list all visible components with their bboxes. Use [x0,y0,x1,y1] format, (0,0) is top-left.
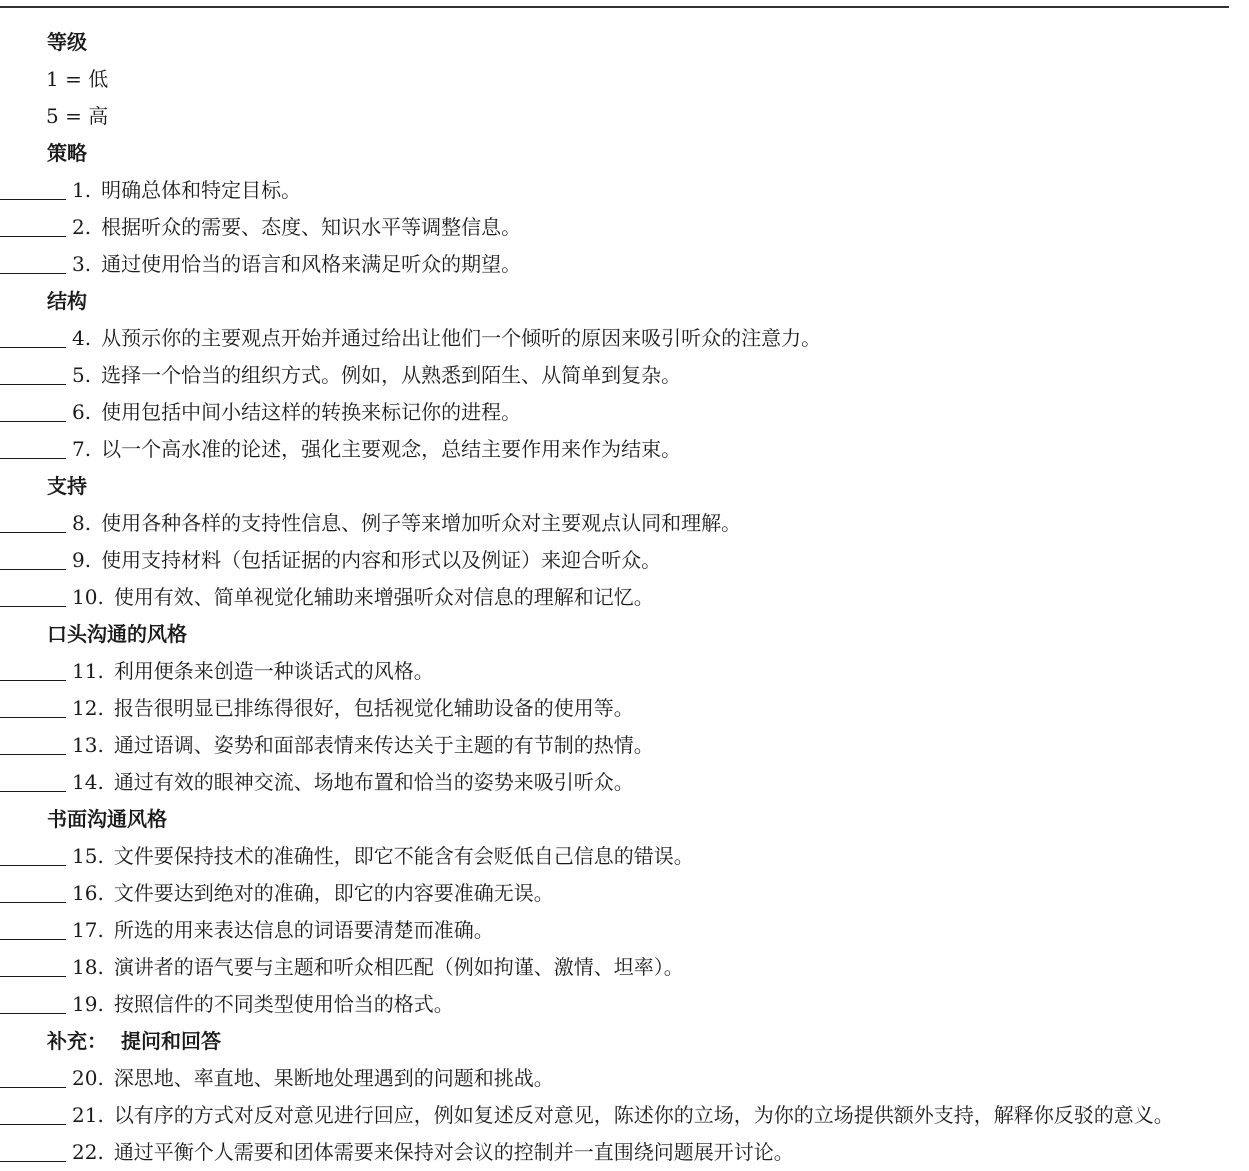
criterion-row [0,1060,1249,1097]
score-blank[interactable] [0,606,66,607]
criterion-text: 按照信件的不同类型使用恰当的格式。 [113,992,454,1016]
score-blank[interactable] [0,976,66,977]
section-heading-title: 提问和回答 [121,1029,221,1053]
criterion-number: 16. [72,881,104,905]
score-blank[interactable] [0,236,66,237]
section-heading-strategy: 策略 [47,141,87,165]
criterion-number: 19. [72,992,104,1016]
criterion-row [0,542,1249,579]
top-rule [0,6,1229,8]
criterion-row [0,1097,1249,1134]
section-heading-qa [0,1023,1249,1060]
criterion-row [0,727,1249,764]
score-blank[interactable] [0,458,66,459]
criterion-text: 深思地、率直地、果断地处理遇到的问题和挑战。 [113,1066,554,1090]
section-heading-support: 支持 [47,474,87,498]
criterion-number: 8. [72,511,92,535]
criterion-number: 9. [72,548,92,572]
rating-heading: 等级 [47,30,87,54]
criterion-text: 以有序的方式对反对意见进行回应，例如复述反对意见，陈述你的立场，为你的立场提供额外支持，解释你反驳的意义。 [113,1103,1174,1127]
criterion-row [0,986,1249,1023]
criterion-text: 通过使用恰当的语言和风格来满足听众的期望。 [101,252,522,276]
criterion-row [0,579,1249,616]
criterion-row [0,357,1249,394]
score-blank[interactable] [0,902,66,903]
criterion-number: 10. [72,585,104,609]
criterion-row [0,394,1249,431]
criterion-row [0,764,1249,801]
section-heading-prefix: 补充： [47,1029,107,1053]
criterion-text: 以一个高水准的论述，强化主要观念，总结主要作用来作为结束。 [101,437,682,461]
score-blank[interactable] [0,865,66,866]
score-blank[interactable] [0,717,66,718]
criterion-text: 通过平衡个人需要和团体需要来保持对会议的控制并一直围绕问题展开讨论。 [113,1140,794,1164]
criterion-text: 文件要达到绝对的准确，即它的内容要准确无误。 [113,881,554,905]
score-blank[interactable] [0,347,66,348]
rating-low: 1 = 低 [46,67,109,91]
criterion-number: 1. [72,178,92,202]
score-blank[interactable] [0,1013,66,1014]
criterion-number: 11. [72,659,104,683]
criterion-row [0,320,1249,357]
criterion-number: 3. [72,252,92,276]
score-blank[interactable] [0,532,66,533]
criterion-text: 根据听众的需要、态度、知识水平等调整信息。 [101,215,522,239]
criterion-text: 所选的用来表达信息的词语要清楚而准确。 [113,918,494,942]
criterion-text: 通过有效的眼神交流、场地布置和恰当的姿势来吸引听众。 [113,770,634,794]
score-blank[interactable] [0,421,66,422]
evaluation-form [0,24,1249,1171]
criterion-text: 选择一个恰当的组织方式。例如，从熟悉到陌生、从简单到复杂。 [101,363,682,387]
section-heading-oral-style: 口头沟通的风格 [47,622,187,646]
criterion-row [0,949,1249,986]
criterion-number: 12. [72,696,104,720]
score-blank[interactable] [0,1087,66,1088]
criterion-text: 通过语调、姿势和面部表情来传达关于主题的有节制的热情。 [113,733,654,757]
criterion-row [0,505,1249,542]
criterion-number: 22. [72,1140,104,1164]
score-blank[interactable] [0,1124,66,1125]
criterion-row [0,875,1249,912]
score-blank[interactable] [0,1161,66,1162]
score-blank[interactable] [0,273,66,274]
score-blank[interactable] [0,680,66,681]
criterion-text: 使用各种各样的支持性信息、例子等来增加听众对主要观点认同和理解。 [101,511,742,535]
criterion-text: 使用包括中间小结这样的转换来标记你的进程。 [101,400,522,424]
criterion-number: 18. [72,955,104,979]
criterion-number: 6. [72,400,92,424]
criterion-text: 从预示你的主要观点开始并通过给出让他们一个倾听的原因来吸引听众的注意力。 [101,326,822,350]
criterion-row [0,246,1249,283]
criterion-row [0,838,1249,875]
criterion-number: 20. [72,1066,104,1090]
score-blank[interactable] [0,754,66,755]
criterion-text: 明确总体和特定目标。 [101,178,302,202]
criterion-number: 17. [72,918,104,942]
score-blank[interactable] [0,384,66,385]
rating-high: 5 = 高 [46,104,109,128]
criterion-number: 14. [72,770,104,794]
criterion-number: 5. [72,363,92,387]
criterion-row [0,653,1249,690]
criterion-row [0,1134,1249,1171]
criterion-text: 演讲者的语气要与主题和听众相匹配（例如拘谨、激情、坦率）。 [113,955,684,979]
criterion-row [0,912,1249,949]
criterion-text: 文件要保持技术的准确性，即它不能含有会贬低自己信息的错误。 [113,844,694,868]
section-heading-structure: 结构 [47,289,87,313]
criterion-text: 报告很明显已排练得很好，包括视觉化辅助设备的使用等。 [113,696,634,720]
score-blank[interactable] [0,939,66,940]
criterion-text: 使用有效、简单视觉化辅助来增强听众对信息的理解和记忆。 [113,585,654,609]
criterion-row [0,690,1249,727]
criterion-number: 15. [72,844,104,868]
criterion-row [0,172,1249,209]
criterion-row [0,209,1249,246]
criterion-text: 使用支持材料（包括证据的内容和形式以及例证）来迎合听众。 [101,548,662,572]
score-blank[interactable] [0,199,66,200]
criterion-number: 21. [72,1103,104,1127]
criterion-number: 7. [72,437,92,461]
criterion-number: 2. [72,215,92,239]
criterion-text: 利用便条来创造一种谈话式的风格。 [113,659,434,683]
criterion-row [0,431,1249,468]
score-blank[interactable] [0,791,66,792]
criterion-number: 4. [72,326,92,350]
score-blank[interactable] [0,569,66,570]
criterion-number: 13. [72,733,104,757]
section-heading-written-style: 书面沟通风格 [47,807,167,831]
